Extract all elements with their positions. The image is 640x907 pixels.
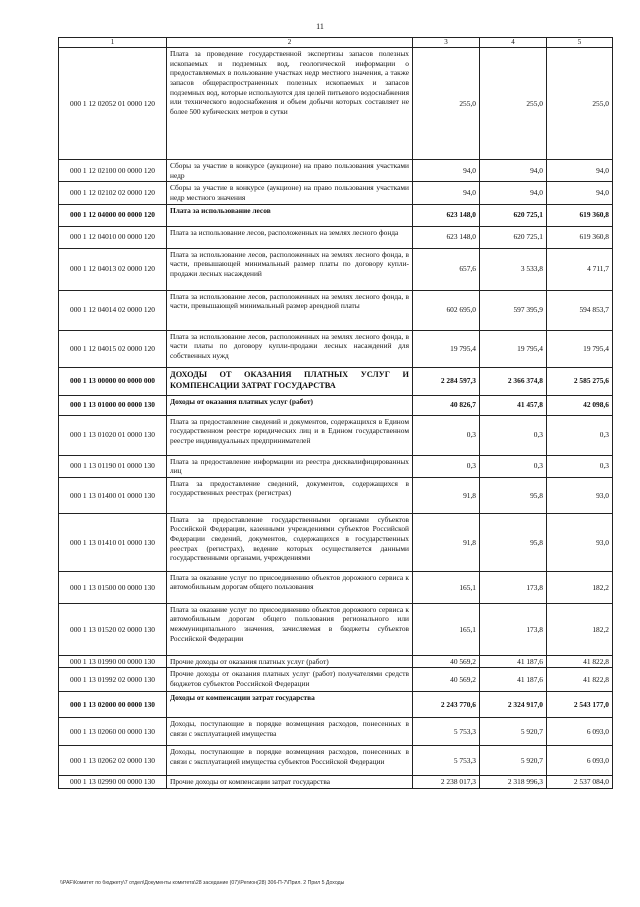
amount-year-2-cell: 95,8 [480,477,547,513]
table-row [59,204,613,226]
table-row [59,248,613,290]
amount-year-2-cell: 41 187,6 [480,668,547,692]
column-header-year-3: 5 [547,38,613,48]
amount-year-3-cell: 93,0 [547,477,613,513]
budget-code-cell: 000 1 13 01000 00 0000 130 [59,395,167,415]
amount-year-2-cell: 2 366 374,8 [480,367,547,395]
table-row [59,290,613,330]
amount-year-2-cell: 94,0 [480,182,547,204]
amount-year-2-cell: 620 725,1 [480,204,547,226]
amount-year-3-cell: 93,0 [547,513,613,571]
table-row [59,603,613,655]
budget-code-cell: 000 1 12 02102 02 0000 120 [59,182,167,204]
amount-year-3-cell: 182,2 [547,603,613,655]
budget-code-cell: 000 1 12 04013 02 0000 120 [59,248,167,290]
amount-year-1-cell: 94,0 [413,182,480,204]
amount-year-2-cell: 95,8 [480,513,547,571]
table-row [59,513,613,571]
amount-year-3-cell: 6 093,0 [547,718,613,746]
amount-year-2-cell: 5 920,7 [480,746,547,776]
income-name-cell: Сборы за участие в конкурсе (аукционе) на право пользования участками недр местного значения [167,182,413,204]
column-header-name: 2 [167,38,413,48]
table-row [59,395,613,415]
amount-year-2-cell: 41 187,6 [480,655,547,668]
amount-year-3-cell: 0,3 [547,415,613,455]
amount-year-1-cell: 91,8 [413,513,480,571]
income-name-cell: Плата за оказание услуг по присоединению объектов дорожного сервиса к автомобильным дорогам общего пользования [167,571,413,603]
amount-year-1-cell: 2 238 017,3 [413,776,480,789]
amount-year-2-cell: 19 795,4 [480,330,547,367]
amount-year-3-cell: 619 360,8 [547,204,613,226]
income-name-cell: Плата за предоставление сведений и документов, содержащихся в Едином государственном реестре юридических лиц и в Едином государственном реестре индивидуальных предпринимателей [167,415,413,455]
budget-code-cell: 000 1 13 01410 01 0000 130 [59,513,167,571]
income-name-cell: Плата за использование лесов, расположенных на землях лесного фонда, в части, превышающей минимальный размер арендной платы [167,290,413,330]
revenue-table [58,37,613,789]
income-name-cell: Плата за использование лесов, расположенных на землях лесного фонда, в части платы по договору купли-продажи лесных насаждений для собственных нужд [167,330,413,367]
budget-code-cell: 000 1 12 04014 02 0000 120 [59,290,167,330]
amount-year-3-cell: 2 543 177,0 [547,692,613,718]
amount-year-3-cell: 182,2 [547,571,613,603]
income-name-cell: Плата за предоставление сведений, документов, содержащихся в государственных реестрах (регистрах) [167,477,413,513]
amount-year-3-cell: 19 795,4 [547,330,613,367]
budget-code-cell: 000 1 13 01520 02 0000 130 [59,603,167,655]
income-name-cell: Прочие доходы от компенсации затрат государства [167,776,413,789]
amount-year-1-cell: 0,3 [413,415,480,455]
table-row [59,160,613,182]
amount-year-1-cell: 2 284 597,3 [413,367,480,395]
budget-code-cell: 000 1 12 02052 01 0000 120 [59,48,167,160]
amount-year-2-cell: 620 725,1 [480,226,547,248]
file-path-footer: \\PAF\Комитет по бюджету\7 отдел\Документы комитета\28 заседание (07)\Регион(28) 306-П-7\Прил. 2 Прил 5 Доходы [60,880,345,886]
amount-year-3-cell: 41 822,8 [547,668,613,692]
table-header-row [59,38,613,48]
budget-code-cell: 000 1 13 00000 00 0000 000 [59,367,167,395]
column-header-code: 1 [59,38,167,48]
amount-year-3-cell: 0,3 [547,455,613,477]
amount-year-1-cell: 91,8 [413,477,480,513]
income-name-cell: Доходы от компенсации затрат государства [167,692,413,718]
amount-year-1-cell: 2 243 770,6 [413,692,480,718]
table-row [59,226,613,248]
amount-year-1-cell: 94,0 [413,160,480,182]
table-row [59,415,613,455]
budget-code-cell: 000 1 13 02060 00 0000 130 [59,718,167,746]
amount-year-1-cell: 0,3 [413,455,480,477]
amount-year-1-cell: 40 569,2 [413,655,480,668]
income-name-cell: ДОХОДЫ ОТ ОКАЗАНИЯ ПЛАТНЫХ УСЛУГ И КОМПЕНСАЦИИ ЗАТРАТ ГОСУДАРСТВА [167,367,413,395]
budget-code-cell: 000 1 12 04015 02 0000 120 [59,330,167,367]
amount-year-1-cell: 40 569,2 [413,668,480,692]
table-row [59,692,613,718]
amount-year-1-cell: 255,0 [413,48,480,160]
amount-year-2-cell: 94,0 [480,160,547,182]
budget-code-cell: 000 1 13 01020 01 0000 130 [59,415,167,455]
budget-code-cell: 000 1 13 01500 00 0000 130 [59,571,167,603]
budget-code-cell: 000 1 12 04000 00 0000 120 [59,204,167,226]
amount-year-2-cell: 255,0 [480,48,547,160]
income-name-cell: Плата за предоставление информации из реестра дисквалифицированных лиц [167,455,413,477]
income-name-cell: Доходы, поступающие в порядке возмещения расходов, понесенных в связи с эксплуатацией имущества [167,718,413,746]
amount-year-3-cell: 41 822,8 [547,655,613,668]
budget-code-cell: 000 1 13 02062 02 0000 130 [59,746,167,776]
amount-year-3-cell: 2 585 275,6 [547,367,613,395]
amount-year-1-cell: 602 695,0 [413,290,480,330]
amount-year-1-cell: 165,1 [413,571,480,603]
table-row [59,668,613,692]
amount-year-3-cell: 42 098,6 [547,395,613,415]
income-name-cell: Плата за оказание услуг по присоединению объектов дорожного сервиса к автомобильным дорогам общего пользования регионального или межмуниципального значения, зачисляемая в бюджеты субъектов Российской Федерации [167,603,413,655]
amount-year-2-cell: 173,8 [480,603,547,655]
budget-code-cell: 000 1 13 01190 01 0000 130 [59,455,167,477]
income-name-cell: Плата за использование лесов [167,204,413,226]
budget-code-cell: 000 1 13 01990 00 0000 130 [59,655,167,668]
amount-year-2-cell: 2 318 996,3 [480,776,547,789]
income-name-cell: Доходы, поступающие в порядке возмещения расходов, понесенных в связи с эксплуатацией имущества субъектов Российской Федерации [167,746,413,776]
amount-year-1-cell: 19 795,4 [413,330,480,367]
page-number: 11 [316,22,324,31]
amount-year-3-cell: 619 360,8 [547,226,613,248]
amount-year-2-cell: 5 920,7 [480,718,547,746]
income-name-cell: Плата за использование лесов, расположенных на землях лесного фонда, в части, превышающей минимальный размер платы по договору купли-продажи лесных насаждений [167,248,413,290]
amount-year-2-cell: 2 324 917,0 [480,692,547,718]
budget-code-cell: 000 1 13 01992 02 0000 130 [59,668,167,692]
amount-year-3-cell: 255,0 [547,48,613,160]
amount-year-3-cell: 4 711,7 [547,248,613,290]
income-name-cell: Доходы от оказания платных услуг (работ) [167,395,413,415]
table-row [59,48,613,160]
table-row [59,455,613,477]
amount-year-2-cell: 0,3 [480,455,547,477]
budget-code-cell: 000 1 13 01400 01 0000 130 [59,477,167,513]
amount-year-2-cell: 3 533,8 [480,248,547,290]
table-row [59,746,613,776]
amount-year-3-cell: 2 537 084,0 [547,776,613,789]
table-row [59,330,613,367]
table-row [59,182,613,204]
table-row [59,477,613,513]
amount-year-3-cell: 6 093,0 [547,746,613,776]
amount-year-1-cell: 5 753,3 [413,746,480,776]
table-row [59,776,613,789]
column-header-year-1: 3 [413,38,480,48]
budget-code-cell: 000 1 13 02000 00 0000 130 [59,692,167,718]
amount-year-1-cell: 5 753,3 [413,718,480,746]
income-name-cell: Плата за предоставление государственными органами субъектов Российской Федерации, казенными учреждениями субъектов Российской Федерации сведений, документов, содержащихся в государственных реестрах (регистрах), ведение которых осуществляется данными государственными органами, учреждениями [167,513,413,571]
income-name-cell: Сборы за участие в конкурсе (аукционе) на право пользования участками недр [167,160,413,182]
amount-year-2-cell: 597 395,9 [480,290,547,330]
amount-year-2-cell: 0,3 [480,415,547,455]
budget-code-cell: 000 1 13 02990 00 0000 130 [59,776,167,789]
income-name-cell: Плата за использование лесов, расположенных на землях лесного фонда [167,226,413,248]
table-row [59,718,613,746]
amount-year-3-cell: 594 853,7 [547,290,613,330]
amount-year-1-cell: 657,6 [413,248,480,290]
column-header-year-2: 4 [480,38,547,48]
amount-year-1-cell: 623 148,0 [413,204,480,226]
income-name-cell: Прочие доходы от оказания платных услуг (работ) получателями средств бюджетов субъектов Российской Федерации [167,668,413,692]
amount-year-1-cell: 623 148,0 [413,226,480,248]
amount-year-2-cell: 173,8 [480,571,547,603]
income-name-cell: Плата за проведение государственной экспертизы запасов полезных ископаемых и подземных вод, геологической информации о предоставляемых в пользование участках недр местного значения, а также запасов общераспространенных полезных ископаемых и запасов подземных вод, которые используются для целей питьевого водоснабжения или технического водоснабжения и объем добычи которых составляет не более 500 кубических метров в сутки [167,48,413,160]
income-name-cell: Прочие доходы от оказания платных услуг (работ) [167,655,413,668]
amount-year-3-cell: 94,0 [547,182,613,204]
table-row [59,571,613,603]
budget-code-cell: 000 1 12 04010 00 0000 120 [59,226,167,248]
amount-year-1-cell: 40 826,7 [413,395,480,415]
table-row [59,655,613,668]
table-row [59,367,613,395]
amount-year-3-cell: 94,0 [547,160,613,182]
amount-year-1-cell: 165,1 [413,603,480,655]
amount-year-2-cell: 41 457,8 [480,395,547,415]
budget-code-cell: 000 1 12 02100 00 0000 120 [59,160,167,182]
